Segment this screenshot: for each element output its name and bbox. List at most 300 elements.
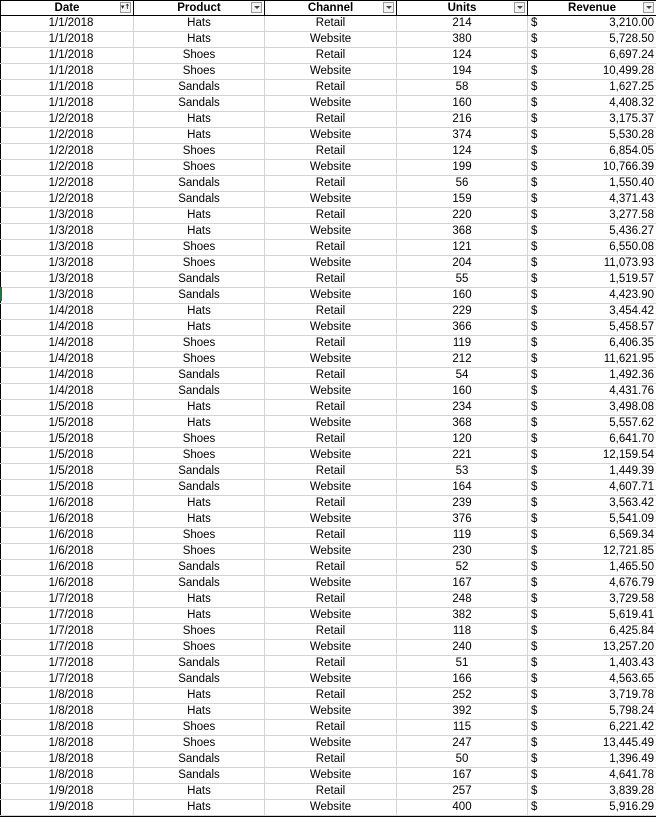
revenue-cell[interactable]	[528, 176, 656, 192]
product-cell[interactable]: Sandals	[134, 752, 265, 768]
channel-cell[interactable]: Website	[265, 736, 397, 752]
date-cell[interactable]: 1/5/2018	[1, 464, 134, 480]
table-row	[1, 592, 656, 608]
product-cell[interactable]: Sandals	[134, 480, 265, 496]
revenue-cell[interactable]	[528, 608, 656, 624]
date-cell[interactable]: 1/3/2018	[1, 256, 134, 272]
revenue-cell[interactable]	[528, 720, 656, 736]
channel-cell[interactable]: Website	[265, 224, 397, 240]
units-cell[interactable]: 194	[397, 64, 528, 80]
currency-symbol: $	[531, 16, 537, 31]
date-cell[interactable]: 1/8/2018	[1, 720, 134, 736]
date-cell[interactable]: 1/6/2018	[1, 528, 134, 544]
sort-ascending-icon: ▾↑	[121, 4, 130, 11]
channel-cell[interactable]: Retail	[265, 208, 397, 224]
channel-cell[interactable]: Website	[265, 64, 397, 80]
revenue-cell[interactable]	[528, 64, 656, 80]
units-cell[interactable]: 400	[397, 800, 528, 816]
date-cell[interactable]: 1/1/2018	[1, 64, 134, 80]
units-cell[interactable]: 160	[397, 96, 528, 112]
units-cell[interactable]: 124	[397, 144, 528, 160]
table-row	[1, 64, 656, 80]
units-cell[interactable]: 54	[397, 368, 528, 384]
product-cell[interactable]: Shoes	[134, 352, 265, 368]
units-cell[interactable]: 167	[397, 768, 528, 784]
date-cell[interactable]: 1/4/2018	[1, 368, 134, 384]
product-cell[interactable]: Shoes	[134, 448, 265, 464]
date-cell[interactable]: 1/1/2018	[1, 48, 134, 64]
date-cell[interactable]: 1/4/2018	[1, 352, 134, 368]
revenue-cell[interactable]	[528, 256, 656, 272]
table-row	[1, 320, 656, 336]
units-cell[interactable]: 216	[397, 112, 528, 128]
units-cell[interactable]: 124	[397, 48, 528, 64]
product-cell[interactable]: Hats	[134, 320, 265, 336]
product-cell[interactable]: Hats	[134, 688, 265, 704]
revenue-cell[interactable]	[528, 400, 656, 416]
revenue-cell[interactable]	[528, 128, 656, 144]
table-row	[1, 192, 656, 208]
channel-cell[interactable]: Website	[265, 320, 397, 336]
product-cell[interactable]: Sandals	[134, 192, 265, 208]
date-cell[interactable]: 1/2/2018	[1, 192, 134, 208]
date-cell[interactable]: 1/8/2018	[1, 768, 134, 784]
currency-symbol: $	[531, 144, 537, 159]
date-cell[interactable]: 1/5/2018	[1, 400, 134, 416]
units-cell[interactable]: 252	[397, 688, 528, 704]
product-cell[interactable]: Hats	[134, 608, 265, 624]
revenue-cell[interactable]	[528, 416, 656, 432]
product-cell[interactable]: Sandals	[134, 464, 265, 480]
units-cell[interactable]: 257	[397, 784, 528, 800]
units-cell[interactable]: 382	[397, 608, 528, 624]
date-cell[interactable]: 1/1/2018	[1, 32, 134, 48]
revenue-cell[interactable]	[528, 208, 656, 224]
revenue-value: 3,839.28	[609, 785, 654, 797]
product-cell[interactable]: Shoes	[134, 624, 265, 640]
product-cell[interactable]: Hats	[134, 400, 265, 416]
currency-symbol: $	[531, 272, 537, 287]
channel-cell[interactable]: Retail	[265, 304, 397, 320]
units-cell[interactable]: 167	[397, 576, 528, 592]
units-cell[interactable]: 368	[397, 224, 528, 240]
revenue-cell[interactable]	[528, 784, 656, 800]
units-cell[interactable]: 221	[397, 448, 528, 464]
revenue-cell[interactable]	[528, 160, 656, 176]
currency-symbol: $	[531, 32, 537, 47]
date-cell[interactable]: 1/7/2018	[1, 640, 134, 656]
channel-cell[interactable]: Website	[265, 416, 397, 432]
units-cell[interactable]: 118	[397, 624, 528, 640]
revenue-cell[interactable]	[528, 512, 656, 528]
revenue-cell[interactable]	[528, 288, 656, 304]
units-cell[interactable]: 376	[397, 512, 528, 528]
units-cell[interactable]: 164	[397, 480, 528, 496]
revenue-cell[interactable]	[528, 240, 656, 256]
product-cell[interactable]: Hats	[134, 416, 265, 432]
date-cell[interactable]: 1/4/2018	[1, 384, 134, 400]
units-cell[interactable]: 53	[397, 464, 528, 480]
revenue-value: 3,210.00	[609, 17, 654, 29]
units-cell[interactable]: 380	[397, 32, 528, 48]
date-cell[interactable]: 1/2/2018	[1, 112, 134, 128]
header-product-label: Product	[177, 1, 220, 15]
product-filter-button[interactable]	[251, 2, 262, 13]
channel-cell[interactable]: Retail	[265, 336, 397, 352]
product-cell[interactable]: Sandals	[134, 672, 265, 688]
channel-cell[interactable]: Retail	[265, 528, 397, 544]
revenue-cell[interactable]	[528, 368, 656, 384]
units-cell[interactable]: 55	[397, 272, 528, 288]
product-cell[interactable]: Shoes	[134, 144, 265, 160]
date-cell[interactable]: 1/5/2018	[1, 432, 134, 448]
revenue-cell[interactable]	[528, 192, 656, 208]
revenue-cell[interactable]	[528, 80, 656, 96]
units-cell[interactable]: 247	[397, 736, 528, 752]
revenue-cell[interactable]	[528, 528, 656, 544]
channel-cell[interactable]: Website	[265, 768, 397, 784]
currency-symbol: $	[531, 384, 537, 399]
revenue-value: 10,766.39	[603, 161, 654, 173]
revenue-cell[interactable]	[528, 576, 656, 592]
product-cell[interactable]: Hats	[134, 512, 265, 528]
revenue-cell[interactable]	[528, 48, 656, 64]
date-cell[interactable]: 1/2/2018	[1, 144, 134, 160]
currency-symbol: $	[531, 640, 537, 655]
units-filter-button[interactable]	[514, 2, 525, 13]
date-cell[interactable]: 1/8/2018	[1, 736, 134, 752]
channel-cell[interactable]: Website	[265, 704, 397, 720]
table-row	[1, 352, 656, 368]
units-cell[interactable]: 58	[397, 80, 528, 96]
revenue-cell[interactable]	[528, 272, 656, 288]
revenue-cell[interactable]	[528, 336, 656, 352]
revenue-cell[interactable]	[528, 768, 656, 784]
units-cell[interactable]: 366	[397, 320, 528, 336]
revenue-cell[interactable]	[528, 384, 656, 400]
product-cell[interactable]: Sandals	[134, 80, 265, 96]
date-filter-sort-button[interactable]	[120, 2, 131, 13]
product-cell[interactable]: Hats	[134, 704, 265, 720]
table-row	[1, 256, 656, 272]
currency-symbol: $	[531, 720, 537, 735]
product-cell[interactable]: Hats	[134, 304, 265, 320]
product-cell[interactable]: Shoes	[134, 240, 265, 256]
channel-cell[interactable]: Retail	[265, 560, 397, 576]
table-row	[1, 288, 656, 304]
product-cell[interactable]: Hats	[134, 208, 265, 224]
revenue-cell[interactable]	[528, 224, 656, 240]
units-cell[interactable]: 160	[397, 384, 528, 400]
date-cell[interactable]: 1/3/2018	[1, 272, 134, 288]
date-cell[interactable]: 1/3/2018	[1, 208, 134, 224]
channel-cell[interactable]: Retail	[265, 688, 397, 704]
date-cell[interactable]: 1/2/2018	[1, 160, 134, 176]
date-cell[interactable]: 1/8/2018	[1, 688, 134, 704]
product-cell[interactable]: Shoes	[134, 336, 265, 352]
revenue-cell[interactable]	[528, 752, 656, 768]
table-row	[1, 304, 656, 320]
header-channel-label: Channel	[308, 1, 353, 15]
table-row	[1, 272, 656, 288]
channel-cell[interactable]: Website	[265, 192, 397, 208]
channel-cell[interactable]: Retail	[265, 464, 397, 480]
product-cell[interactable]: Shoes	[134, 64, 265, 80]
revenue-value: 1,396.49	[609, 753, 654, 765]
currency-symbol: $	[531, 352, 537, 367]
product-cell[interactable]: Hats	[134, 128, 265, 144]
date-cell[interactable]: 1/7/2018	[1, 656, 134, 672]
channel-cell[interactable]: Retail	[265, 144, 397, 160]
channel-cell[interactable]: Website	[265, 448, 397, 464]
units-cell[interactable]: 52	[397, 560, 528, 576]
units-cell[interactable]: 199	[397, 160, 528, 176]
channel-cell[interactable]: Retail	[265, 112, 397, 128]
product-cell[interactable]: Shoes	[134, 528, 265, 544]
date-cell[interactable]: 1/8/2018	[1, 752, 134, 768]
revenue-cell[interactable]	[528, 640, 656, 656]
revenue-cell[interactable]	[528, 32, 656, 48]
revenue-filter-button[interactable]	[643, 2, 654, 13]
channel-cell[interactable]: Website	[265, 96, 397, 112]
units-cell[interactable]: 159	[397, 192, 528, 208]
date-cell[interactable]: 1/7/2018	[1, 624, 134, 640]
date-cell[interactable]: 1/3/2018	[1, 240, 134, 256]
date-cell[interactable]: 1/5/2018	[1, 416, 134, 432]
units-cell[interactable]: 160	[397, 288, 528, 304]
revenue-cell[interactable]	[528, 480, 656, 496]
units-cell[interactable]: 121	[397, 240, 528, 256]
table-row	[1, 720, 656, 736]
revenue-value: 5,541.09	[609, 513, 654, 525]
channel-cell[interactable]: Website	[265, 576, 397, 592]
date-cell[interactable]: 1/7/2018	[1, 608, 134, 624]
product-cell[interactable]: Shoes	[134, 160, 265, 176]
date-cell[interactable]: 1/4/2018	[1, 304, 134, 320]
channel-cell[interactable]: Website	[265, 288, 397, 304]
channel-cell[interactable]: Retail	[265, 16, 397, 32]
product-cell[interactable]: Sandals	[134, 176, 265, 192]
revenue-cell[interactable]	[528, 96, 656, 112]
date-cell[interactable]: 1/8/2018	[1, 704, 134, 720]
date-cell[interactable]: 1/7/2018	[1, 672, 134, 688]
product-cell[interactable]: Sandals	[134, 368, 265, 384]
product-cell[interactable]: Hats	[134, 112, 265, 128]
table-row	[1, 752, 656, 768]
channel-cell[interactable]: Website	[265, 544, 397, 560]
revenue-cell[interactable]	[528, 448, 656, 464]
product-cell[interactable]: Sandals	[134, 288, 265, 304]
product-cell[interactable]: Sandals	[134, 96, 265, 112]
units-cell[interactable]: 368	[397, 416, 528, 432]
table-row	[1, 32, 656, 48]
units-cell[interactable]: 239	[397, 496, 528, 512]
date-cell[interactable]: 1/6/2018	[1, 544, 134, 560]
units-cell[interactable]: 50	[397, 752, 528, 768]
channel-cell[interactable]: Retail	[265, 368, 397, 384]
product-cell[interactable]: Sandals	[134, 656, 265, 672]
table-row	[1, 80, 656, 96]
product-cell[interactable]: Shoes	[134, 256, 265, 272]
revenue-cell[interactable]	[528, 688, 656, 704]
units-cell[interactable]: 120	[397, 432, 528, 448]
date-cell[interactable]: 1/5/2018	[1, 448, 134, 464]
date-cell[interactable]: 1/6/2018	[1, 576, 134, 592]
product-cell[interactable]: Hats	[134, 32, 265, 48]
channel-cell[interactable]: Retail	[265, 176, 397, 192]
units-cell[interactable]: 212	[397, 352, 528, 368]
currency-symbol: $	[531, 80, 537, 95]
revenue-value: 3,719.78	[609, 689, 654, 701]
units-cell[interactable]: 248	[397, 592, 528, 608]
channel-cell[interactable]: Website	[265, 800, 397, 816]
revenue-cell[interactable]	[528, 656, 656, 672]
channel-cell[interactable]: Website	[265, 256, 397, 272]
revenue-cell[interactable]	[528, 560, 656, 576]
units-cell[interactable]: 115	[397, 720, 528, 736]
units-cell[interactable]: 119	[397, 528, 528, 544]
channel-cell[interactable]: Retail	[265, 752, 397, 768]
date-cell[interactable]: 1/6/2018	[1, 560, 134, 576]
product-cell[interactable]: Shoes	[134, 640, 265, 656]
revenue-cell[interactable]	[528, 800, 656, 816]
date-cell[interactable]: 1/4/2018	[1, 336, 134, 352]
product-cell[interactable]: Shoes	[134, 720, 265, 736]
product-cell[interactable]: Sandals	[134, 768, 265, 784]
currency-symbol: $	[531, 784, 537, 799]
date-cell[interactable]: 1/2/2018	[1, 128, 134, 144]
units-cell[interactable]: 204	[397, 256, 528, 272]
revenue-cell[interactable]	[528, 544, 656, 560]
units-cell[interactable]: 234	[397, 400, 528, 416]
product-cell[interactable]: Sandals	[134, 272, 265, 288]
product-cell[interactable]: Hats	[134, 592, 265, 608]
channel-cell[interactable]: Retail	[265, 80, 397, 96]
channel-cell[interactable]: Retail	[265, 496, 397, 512]
channel-cell[interactable]: Website	[265, 128, 397, 144]
date-cell[interactable]: 1/1/2018	[1, 16, 134, 32]
channel-filter-button[interactable]	[383, 2, 394, 13]
table-row	[1, 640, 656, 656]
revenue-cell[interactable]	[528, 704, 656, 720]
date-cell[interactable]: 1/6/2018	[1, 512, 134, 528]
product-cell[interactable]: Sandals	[134, 384, 265, 400]
revenue-cell[interactable]	[528, 464, 656, 480]
product-cell[interactable]: Shoes	[134, 432, 265, 448]
channel-cell[interactable]: Retail	[265, 592, 397, 608]
date-cell[interactable]: 1/9/2018	[1, 784, 134, 800]
header-date	[1, 1, 134, 16]
revenue-cell[interactable]	[528, 352, 656, 368]
channel-cell[interactable]: Website	[265, 640, 397, 656]
empty-sheet-area[interactable]	[0, 816, 656, 834]
channel-cell[interactable]: Retail	[265, 720, 397, 736]
table-row	[1, 576, 656, 592]
product-cell[interactable]: Shoes	[134, 544, 265, 560]
date-cell[interactable]: 1/5/2018	[1, 480, 134, 496]
date-cell[interactable]: 1/4/2018	[1, 320, 134, 336]
revenue-value: 11,621.95	[604, 353, 654, 365]
product-cell[interactable]: Hats	[134, 224, 265, 240]
revenue-cell[interactable]	[528, 304, 656, 320]
revenue-cell[interactable]	[528, 736, 656, 752]
date-cell[interactable]: 1/7/2018	[1, 592, 134, 608]
revenue-value: 5,530.28	[609, 129, 654, 141]
units-cell[interactable]: 240	[397, 640, 528, 656]
channel-cell[interactable]: Retail	[265, 48, 397, 64]
units-cell[interactable]: 230	[397, 544, 528, 560]
revenue-cell[interactable]	[528, 112, 656, 128]
date-cell[interactable]: 1/1/2018	[1, 80, 134, 96]
revenue-cell[interactable]	[528, 432, 656, 448]
product-cell[interactable]: Hats	[134, 16, 265, 32]
units-cell[interactable]: 56	[397, 176, 528, 192]
revenue-cell[interactable]	[528, 624, 656, 640]
table-row	[1, 608, 656, 624]
date-cell[interactable]: 1/2/2018	[1, 176, 134, 192]
channel-cell[interactable]: Website	[265, 480, 397, 496]
channel-cell[interactable]: Retail	[265, 432, 397, 448]
revenue-value: 5,916.29	[609, 801, 654, 813]
units-cell[interactable]: 392	[397, 704, 528, 720]
units-cell[interactable]: 229	[397, 304, 528, 320]
revenue-cell[interactable]	[528, 320, 656, 336]
product-cell[interactable]: Sandals	[134, 560, 265, 576]
channel-cell[interactable]: Retail	[265, 400, 397, 416]
channel-cell[interactable]: Website	[265, 608, 397, 624]
product-cell[interactable]: Hats	[134, 496, 265, 512]
revenue-cell[interactable]	[528, 672, 656, 688]
product-cell[interactable]: Shoes	[134, 736, 265, 752]
date-cell[interactable]: 1/1/2018	[1, 96, 134, 112]
product-cell[interactable]: Hats	[134, 800, 265, 816]
channel-cell[interactable]: Retail	[265, 784, 397, 800]
revenue-value: 3,729.58	[609, 593, 654, 605]
date-cell[interactable]: 1/3/2018	[1, 288, 134, 304]
units-cell[interactable]: 166	[397, 672, 528, 688]
channel-cell[interactable]: Website	[265, 160, 397, 176]
channel-cell[interactable]: Retail	[265, 624, 397, 640]
channel-cell[interactable]: Website	[265, 512, 397, 528]
channel-cell[interactable]: Website	[265, 672, 397, 688]
revenue-cell[interactable]	[528, 144, 656, 160]
units-cell[interactable]: 51	[397, 656, 528, 672]
channel-cell[interactable]: Retail	[265, 656, 397, 672]
revenue-cell[interactable]	[528, 592, 656, 608]
product-cell[interactable]: Sandals	[134, 576, 265, 592]
channel-cell[interactable]: Retail	[265, 272, 397, 288]
product-cell[interactable]: Shoes	[134, 48, 265, 64]
channel-cell[interactable]: Website	[265, 384, 397, 400]
date-cell[interactable]: 1/3/2018	[1, 224, 134, 240]
channel-cell[interactable]: Website	[265, 352, 397, 368]
units-cell[interactable]: 374	[397, 128, 528, 144]
units-cell[interactable]: 220	[397, 208, 528, 224]
date-cell[interactable]: 1/6/2018	[1, 496, 134, 512]
date-cell[interactable]: 1/9/2018	[1, 800, 134, 816]
product-cell[interactable]: Hats	[134, 784, 265, 800]
currency-symbol: $	[531, 400, 537, 415]
channel-cell[interactable]: Retail	[265, 240, 397, 256]
revenue-cell[interactable]	[528, 496, 656, 512]
currency-symbol: $	[531, 608, 537, 623]
revenue-value: 6,406.35	[609, 337, 654, 349]
units-cell[interactable]: 214	[397, 16, 528, 32]
table-row	[1, 416, 656, 432]
units-cell[interactable]: 119	[397, 336, 528, 352]
revenue-cell[interactable]	[528, 16, 656, 32]
channel-cell[interactable]: Website	[265, 32, 397, 48]
